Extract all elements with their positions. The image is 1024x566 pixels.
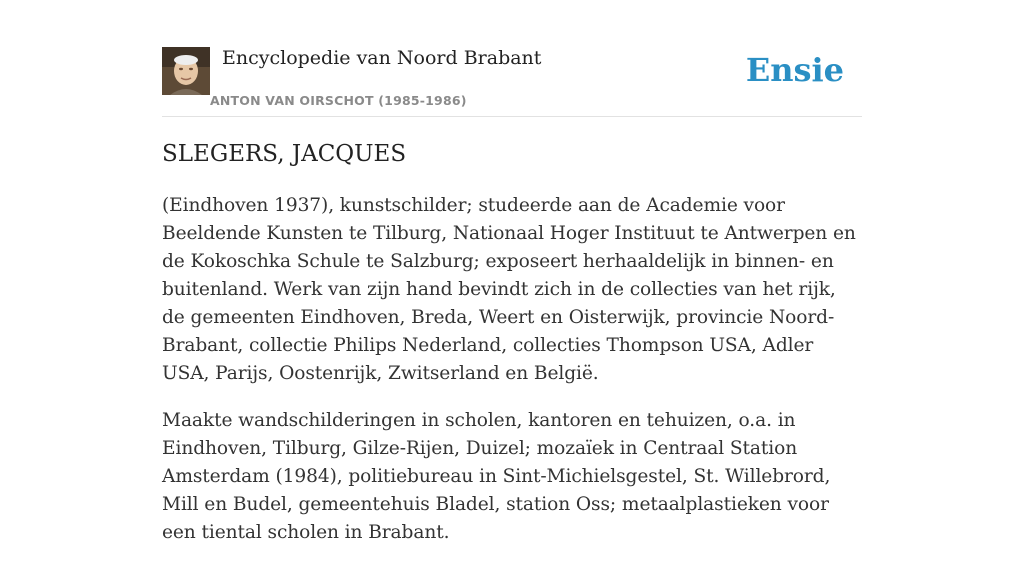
book-title[interactable]: Encyclopedie van Noord Brabant bbox=[222, 47, 542, 69]
author-avatar[interactable] bbox=[162, 47, 210, 95]
entry-paragraph: Maakte wandschilderingen in scholen, kantoren en tehuizen, o.a. in Eindhoven, Tilburg, Gilze-Rijen, Duizel; mozaïek in Centraal Station Amsterdam (1984), politiebureau in Sint-Michielsgestel, St. Willebrord, Mill en Budel, gemeentehuis Bladel, station Oss; metaalplastieken voor een tiental scholen in Brabant. bbox=[162, 410, 831, 543]
ensie-logo[interactable]: Ensie bbox=[745, 51, 844, 89]
entry-title: SLEGERS, JACQUES bbox=[162, 141, 407, 167]
avatar-portrait-icon bbox=[162, 47, 210, 95]
entry-content bbox=[162, 192, 862, 566]
author-name[interactable]: ANTON VAN OIRSCHOT (1985-1986) bbox=[210, 93, 467, 108]
site-header bbox=[162, 46, 862, 117]
entry-paragraph: (Eindhoven 1937), kunstschilder; studeerde aan de Academie voor Beeldende Kunsten te Tilburg, Nationaal Hoger Instituut te Antwerpen en de Kokoschka Schule te Salzburg; exposeert herhaaldelijk in binnen- en buitenland. Werk van zijn hand bevindt zich in de collecties van het rijk, de gemeenten Eindhoven, Breda, Weert en Oisterwijk, provincie Noord-Brabant, collectie Philips Nederland, collecties Thompson USA, Adler USA, Parijs, Oostenrijk, Zwitserland en België. bbox=[162, 195, 856, 384]
